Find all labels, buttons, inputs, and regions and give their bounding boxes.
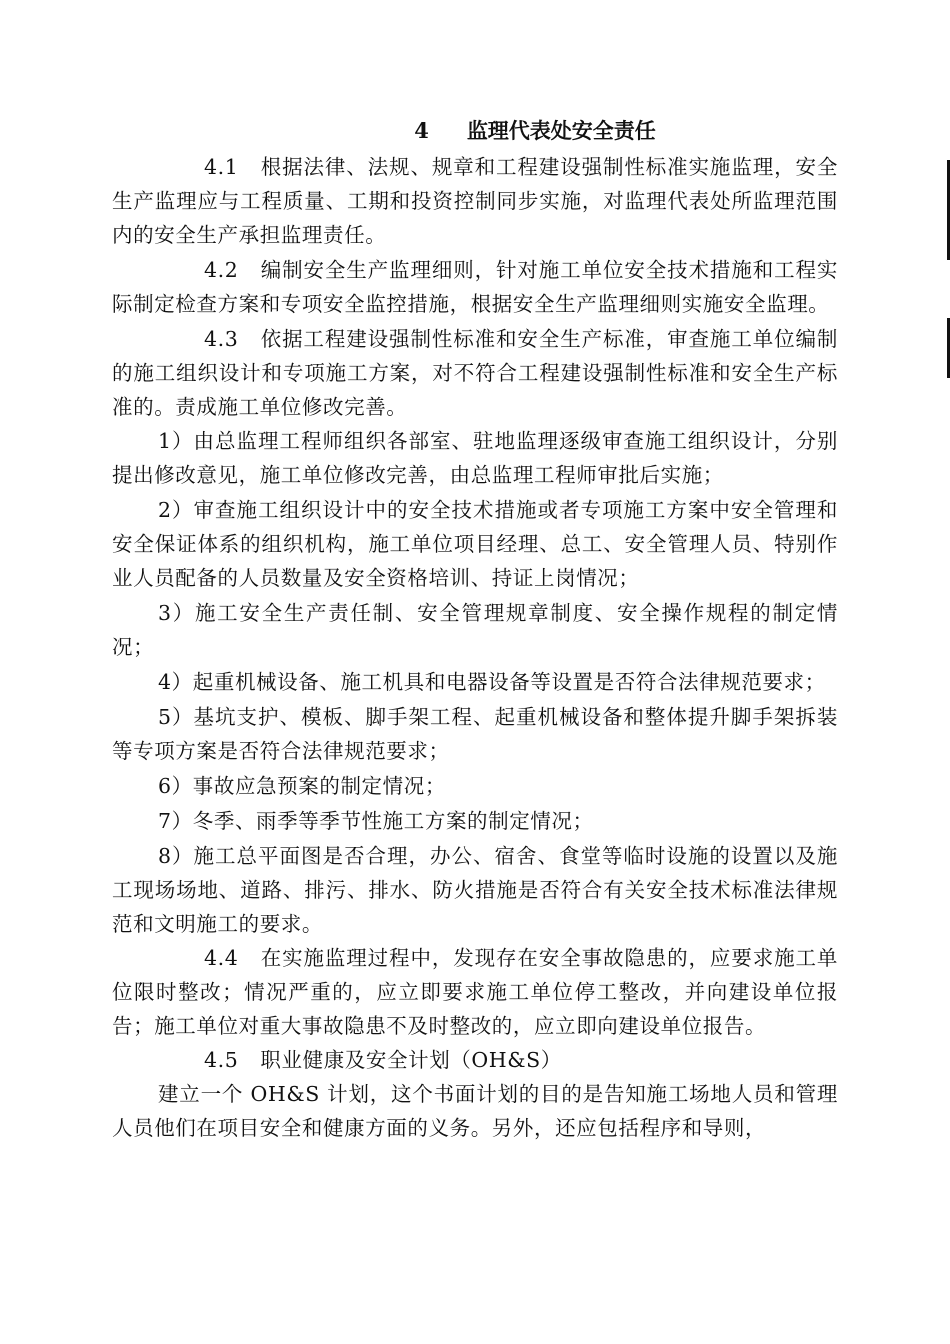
list-item: 3）施工安全生产责任制、安全管理规章制度、安全操作规程的制定情况； (112, 601, 838, 659)
list-item: 1）由总监理工程师组织各部室、驻地监理逐级审查施工组织设计，分别提出修改意见，施工单位修改完善，由总监理工程师审批后实施； (112, 429, 838, 487)
clause-text: 职业健康及安全计划（OH&S） (260, 1048, 562, 1072)
clause-text: 在实施监理过程中，发现存在安全事故隐患的，应要求施工单位限时整改；情况严重的，应立即要求施工单位停工整改，并向建设单位报告；施工单位对重大事故隐患不及时整改的，应立即向建设单位报告。 (112, 946, 838, 1038)
closing-paragraph: 建立一个 OH&S 计划，这个书面计划的目的是告知施工场地人员和管理人员他们在项目安全和健康方面的义务。另外，还应包括程序和导则， (112, 1082, 838, 1140)
list-item: 7）冬季、雨季等季节性施工方案的制定情况； (158, 809, 594, 833)
clause-text: 编制安全生产监理细则，针对施工单位安全技术措施和工程实际制定检查方案和专项安全监控措施，根据安全生产监理细则实施安全监理。 (112, 258, 838, 316)
paragraph-4-2 (112, 253, 838, 321)
clause-number: 4.3 (204, 327, 239, 351)
paragraph-4-3 (112, 322, 838, 424)
list-item: 6）事故应急预案的制定情况； (158, 774, 446, 798)
section-heading (112, 116, 838, 146)
paragraph-4-5 (112, 1043, 838, 1077)
list-item: 2）审查施工组织设计中的安全技术措施或者专项施工方案中安全管理和安全保证体系的组织机构，施工单位项目经理、总工、安全管理人员、特别作业人员配备的人员数量及安全资格培训、持证上岗情况； (112, 498, 838, 590)
clause-number: 4.1 (204, 155, 239, 179)
list-item: 5）基坑支护、模板、脚手架工程、起重机械设备和整体提升脚手架拆装等专项方案是否符合法律规范要求； (112, 705, 838, 763)
clause-text: 根据法律、法规、规章和工程建设强制性标准实施监理，安全生产监理应与工程质量、工期和投资控制同步实施，对监理代表处所监理范围内的安全生产承担监理责任。 (112, 155, 838, 247)
list-item: 4）起重机械设备、施工机具和电器设备等设置是否符合法律规范要求； (158, 670, 826, 694)
list-item: 8）施工总平面图是否合理，办公、宿舍、食堂等临时设施的设置以及施工现场场地、道路、排污、排水、防火措施是否符合有关安全技术标准法律规范和文明施工的要求。 (112, 844, 838, 936)
clause-number: 4.2 (204, 258, 239, 282)
paragraph-4-4 (112, 941, 838, 1043)
document-page (112, 116, 838, 1145)
paragraph-4-1 (112, 150, 838, 252)
section-title: 监理代表处安全责任 (466, 118, 656, 143)
clause-number: 4.5 (204, 1048, 239, 1072)
section-number: 4 (414, 118, 429, 143)
clause-number: 4.4 (204, 946, 239, 970)
clause-text: 依据工程建设强制性标准和安全生产标准，审查施工单位编制的施工组织设计和专项施工方案，对不符合工程建设强制性标准和安全生产标准的。责成施工单位修改完善。 (112, 327, 838, 419)
